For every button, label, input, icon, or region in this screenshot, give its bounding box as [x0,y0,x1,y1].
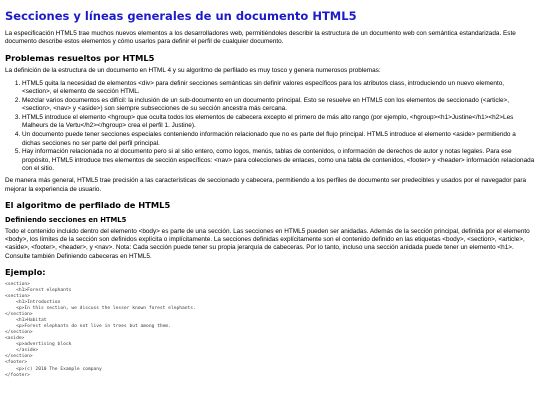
defining-sections-heading: Definiendo secciones en HTML5 [5,215,127,224]
algorithm-paragraph: Todo el contenido incluido dentro del elemento <body> es parte de una sección. Las secciones en HTML5 pueden ser anidadas. Además de la sección principal, definida por el elemento <body>, los límites de la sección son definidos explícita o implícitamente. La secciones definidas explícitamente son el contenido definido en las etiquetas <body>, <section>, <article>, <aside>, <footer>, <header>, y <nav>. Nota: Cada sección puede tener su propia jerarquía de cabeceras. Por lo tanto, incluso una sección anidada puede tener un elemento <h1>. Consulte también Definiendo cabeceras en HTML5. [5,227,530,260]
list-item: 3. HTML5 introduce el elemento <hgroup> que oculta todos los elementos de cabecera excepto el primero de más alto rango (por ejemplo, <hgroup><h1>Justine</h1><h2>Les Malheurs de la Vertu</h2></hgroup> crea el perfil 1. Justine). [22,114,535,131]
problems-lead: La definición de la estructura de un documento en HTML 4 y su algoritmo de perfilado es muy tosco y genera numerosos problemas: [5,67,381,75]
algorithm-heading: El algoritmo de perfilado de HTML5 [5,199,171,210]
list-item: 2. Mezclar varios documentos es difícil: la inclusión de un sub-documento en un documento principal. Esto se resuelve en HTML5 con los elementos de seccionado (<article>, <section>, <nav> y <aside>) son siempre subsecciones de su sección ancestra más cercana. [22,97,535,114]
example-heading: Ejemplo: [5,266,46,277]
intro-paragraph: La especificación HTML5 trae muchos nuevos elementos a los desarrolladores web, permitiéndoles describir la estructura de un documento web con semántica estandarizada. Este documento describe estos elementos y cómo usarlos para definir el perfil de cualquier documento. [5,29,516,46]
list-item: 1. HTML5 quita la necesidad de elementos <div> para definir secciones semánticas sin definir valores específicos para los atributos class, introduciendo un nuevo elemento, <section>, el elemento de sección HTML. [22,80,535,97]
page-title: Secciones y líneas generales de un documento HTML5 [5,9,357,23]
problems-heading: Problemas resueltos por HTML5 [5,52,155,63]
code-example: <section> <h1>Forest elephants <section> <h1>Introduction <p>In this section, we discuss the lesser known forest elephants. </section> <h1>Habitat <p>Forest elephants do not live in trees but among them. </section> <aside> <p>advertising block </aside> </section> <footer> <p>(c) 2010 The Example company </footer> [5,281,196,378]
problems-summary: De manera más general, HTML5 trae precisión a las características de seccionado y cabecera, permitiendo a los perfiles de documento ser predecibles y usados por el navegador para mejorar la experiencia de usuario. [5,177,527,193]
list-item: 4. Un documento puede tener secciones especiales conteniendo información relacionado que no es parte del flujo principal. HTML5 introduce el elemento <aside> permitiendo a dichas secciones no ser parte del perfil principal. [22,131,535,148]
problems-list [5,80,535,174]
list-item: 5. Hay información relacionada no al documento pero si al sitio entero, como logos, menús, tablas de contenidos, o información de derechos de autor y notas legales. Para ese propósito, HTML5 introduce tres elementos de sección específicos: <nav> para colecciones de enlaces, como una tabla de contenidos, <footer> y <header> información relacionada con el sitio. [22,148,535,173]
